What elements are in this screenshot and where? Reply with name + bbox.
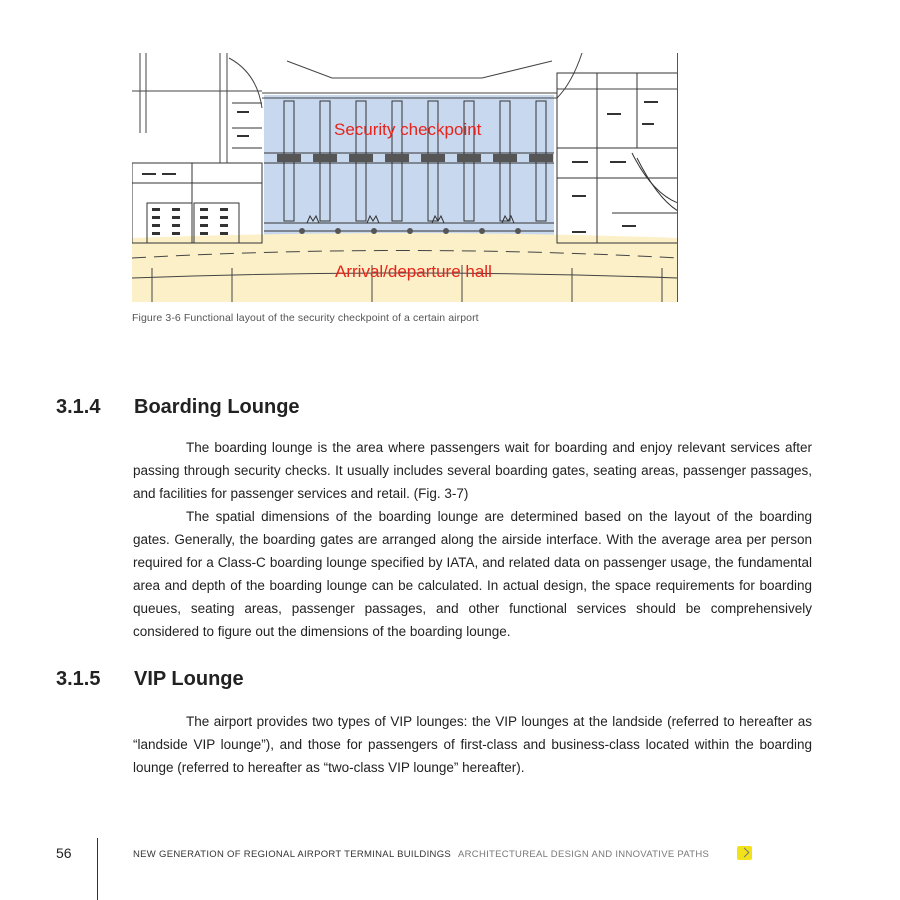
footer-divider xyxy=(97,838,98,900)
figure-caption: Figure 3-6 Functional layout of the security checkpoint of a certain airport xyxy=(132,312,479,324)
section-number-3-1-5: 3.1.5 xyxy=(56,668,101,690)
section-title-boarding-lounge: Boarding Lounge xyxy=(134,396,300,418)
security-checkpoint-label: Security checkpoint xyxy=(334,120,482,139)
floor-plan-drawing xyxy=(132,53,678,302)
running-footer xyxy=(133,849,709,860)
arrow-icon xyxy=(737,846,752,860)
section-number-3-1-4: 3.1.4 xyxy=(56,396,101,418)
boarding-lounge-paragraph-2: The spatial dimensions of the boarding lounge are determined based on the layout of the boarding gates. Generally, the boarding gates are arranged along the airside interface. With the average area per person required for a Class-C boarding lounge specified by IATA, and related data on passenger usage, the fundamental area and depth of the boarding lounge can be calculated. In actual design, the space requirements for boarding queues, seating areas, passenger passages, and other functional services should be comprehensively considered to figure out the dimensions of the boarding lounge. xyxy=(133,509,812,639)
section-title-vip-lounge: VIP Lounge xyxy=(134,668,244,690)
arrival-departure-hall-label: Arrival/departure hall xyxy=(335,262,492,281)
book-title: NEW GENERATION OF REGIONAL AIRPORT TERMINAL BUILDINGS xyxy=(133,849,452,860)
floor-plan-figure xyxy=(132,53,678,302)
vip-lounge-paragraph: The airport provides two types of VIP lounges: the VIP lounges at the landside (referred to hereafter as “landside VIP lounge”), and those for passengers of first-class and business-class located within the boarding lounge (referred to hereafter as “two-class VIP lounge” hereafter). xyxy=(133,714,812,775)
page-number: 56 xyxy=(56,845,72,861)
boarding-lounge-paragraph-1: The boarding lounge is the area where passengers wait for boarding and enjoy relevant services after passing through security checks. It usually includes several boarding gates, seating areas, passenger passages, and facilities for passenger services and retail. (Fig. 3-7) xyxy=(133,440,812,501)
book-subtitle: ARCHITECTUREAL DESIGN AND INNOVATIVE PATHS xyxy=(457,849,710,860)
